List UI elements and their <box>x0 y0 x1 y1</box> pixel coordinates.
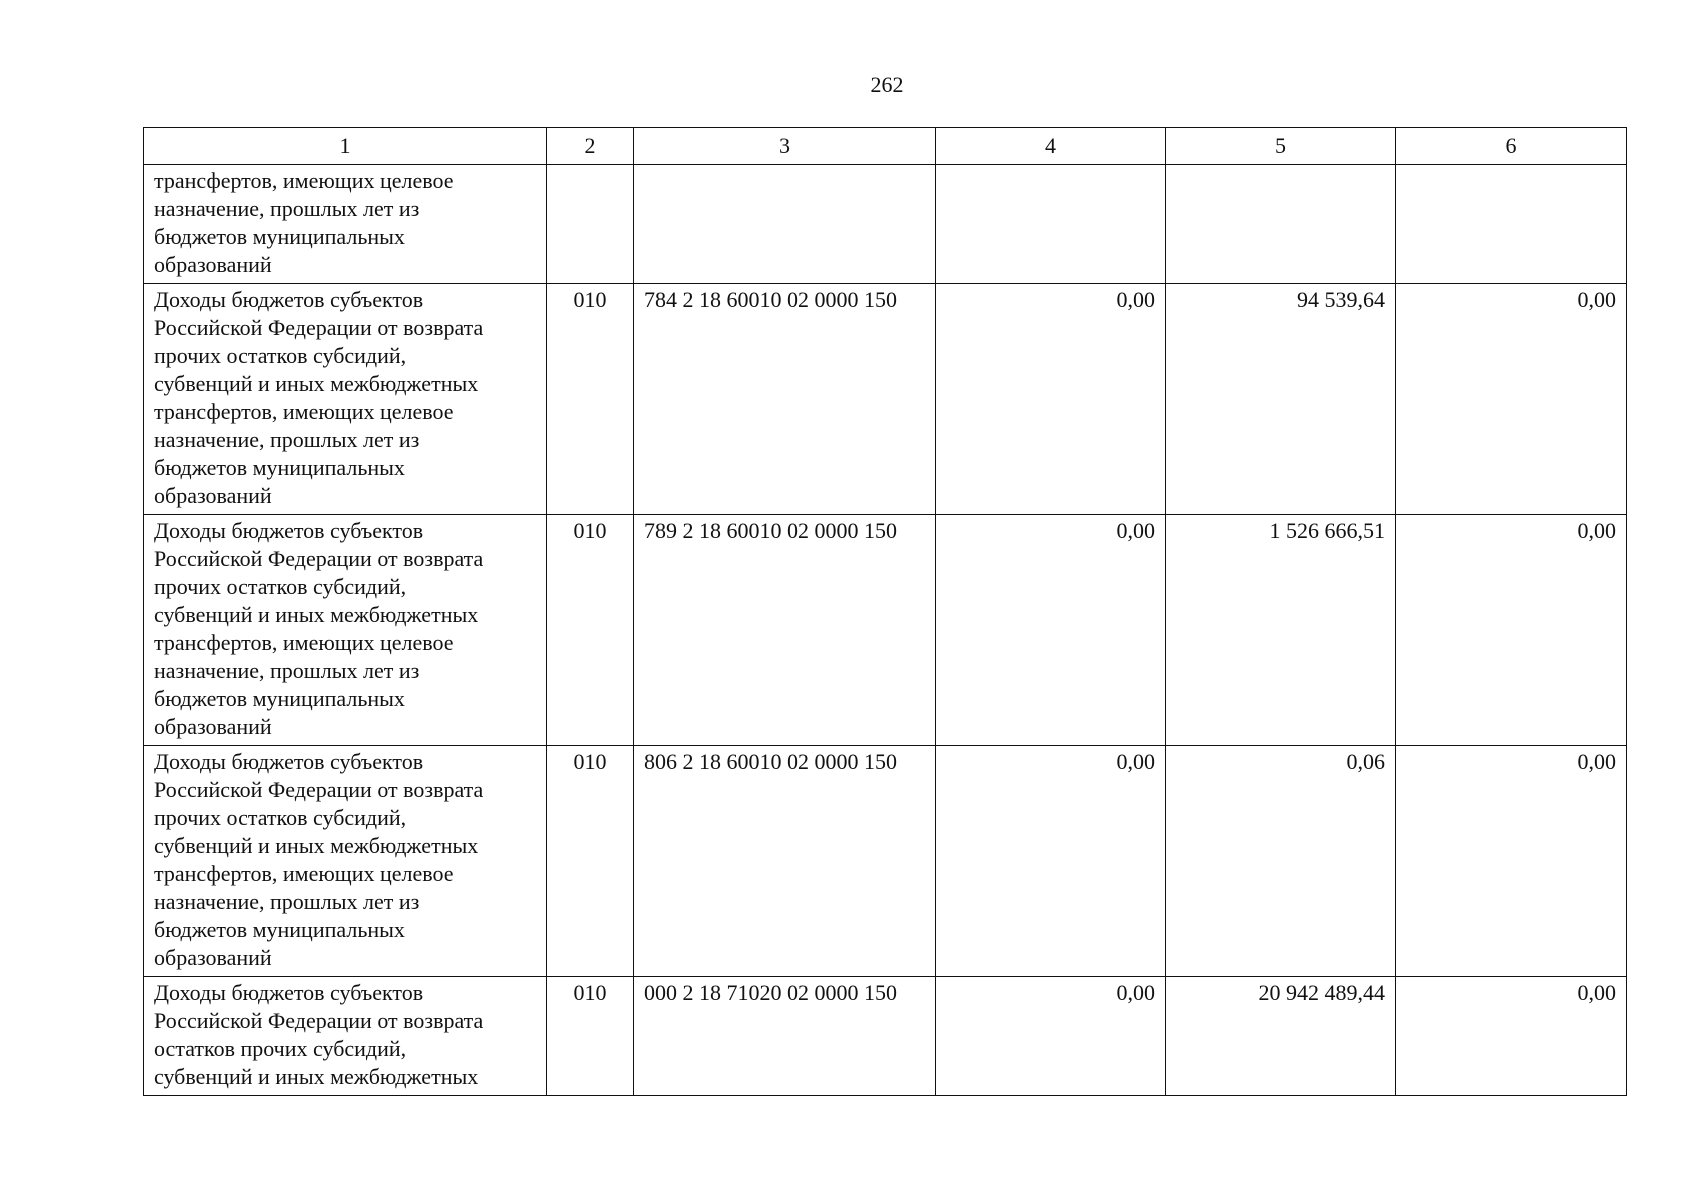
revenue-name-line: Российской Федерации от возврата <box>154 777 484 802</box>
column-header-5: 5 <box>1166 128 1396 165</box>
table-row <box>144 746 1627 977</box>
revenue-name-line: назначение, прошлых лет из <box>154 427 420 452</box>
revenue-name-cell <box>144 515 547 746</box>
amount-col5-cell <box>1166 165 1396 284</box>
revenue-name-cell <box>144 746 547 977</box>
revenue-name-line: субвенций и иных межбюджетных <box>154 602 479 627</box>
line-code-cell <box>547 165 634 284</box>
revenue-name-cell <box>144 977 547 1096</box>
revenue-name-line: образований <box>154 714 272 739</box>
revenue-name-line: назначение, прошлых лет из <box>154 658 420 683</box>
revenue-name-line: образований <box>154 483 272 508</box>
amount-col6-cell: 0,00 <box>1396 746 1627 977</box>
revenue-name-line: Доходы бюджетов субъектов <box>154 980 424 1005</box>
revenue-name-cell <box>144 284 547 515</box>
table-row <box>144 284 1627 515</box>
table-row <box>144 977 1627 1096</box>
revenue-name-line: образований <box>154 945 272 970</box>
revenue-name-line: трансфертов, имеющих целевое <box>154 861 454 886</box>
amount-col6-cell <box>1396 165 1627 284</box>
revenue-name-line: бюджетов муниципальных <box>154 686 405 711</box>
revenue-name-line: прочих остатков субсидий, <box>154 343 407 368</box>
line-code-cell: 010 <box>547 515 634 746</box>
amount-col4-cell: 0,00 <box>936 515 1166 746</box>
revenue-name-line: назначение, прошлых лет из <box>154 889 420 914</box>
revenue-name-line: трансфертов, имеющих целевое <box>154 630 454 655</box>
line-code-cell: 010 <box>547 977 634 1096</box>
budget-classification-code-cell: 000 2 18 71020 02 0000 150 <box>634 977 936 1096</box>
revenue-name-line: субвенций и иных межбюджетных <box>154 833 479 858</box>
revenue-name-line: субвенций и иных межбюджетных <box>154 371 479 396</box>
column-header-1: 1 <box>144 128 547 165</box>
budget-classification-code-cell: 806 2 18 60010 02 0000 150 <box>634 746 936 977</box>
amount-col6-cell: 0,00 <box>1396 977 1627 1096</box>
amount-col5-cell: 0,06 <box>1166 746 1396 977</box>
revenue-name-line: субвенций и иных межбюджетных <box>154 1064 479 1089</box>
page-number: 262 <box>870 72 904 97</box>
amount-col4-cell: 0,00 <box>936 977 1166 1096</box>
line-code-cell: 010 <box>547 284 634 515</box>
amount-col4-cell: 0,00 <box>936 284 1166 515</box>
line-code-cell: 010 <box>547 746 634 977</box>
amount-col5-cell: 1 526 666,51 <box>1166 515 1396 746</box>
column-header-2: 2 <box>547 128 634 165</box>
budget-revenue-table <box>143 127 1627 1096</box>
column-header-3: 3 <box>634 128 936 165</box>
revenue-name-line: Доходы бюджетов субъектов <box>154 518 424 543</box>
budget-classification-code-cell: 789 2 18 60010 02 0000 150 <box>634 515 936 746</box>
revenue-name-cell <box>144 165 547 284</box>
revenue-name-line: прочих остатков субсидий, <box>154 805 407 830</box>
revenue-name-line: трансфертов, имеющих целевое <box>154 168 454 193</box>
revenue-name-line: бюджетов муниципальных <box>154 224 405 249</box>
table-header-row <box>144 128 1627 165</box>
amount-col5-cell: 94 539,64 <box>1166 284 1396 515</box>
amount-col6-cell: 0,00 <box>1396 515 1627 746</box>
amount-col6-cell: 0,00 <box>1396 284 1627 515</box>
budget-classification-code-cell <box>634 165 936 284</box>
revenue-name-line: Российской Федерации от возврата <box>154 315 484 340</box>
revenue-name-line: образований <box>154 252 272 277</box>
revenue-name-line: трансфертов, имеющих целевое <box>154 399 454 424</box>
table-row <box>144 515 1627 746</box>
revenue-name-line: Российской Федерации от возврата <box>154 546 484 571</box>
revenue-name-line: остатков прочих субсидий, <box>154 1036 407 1061</box>
revenue-name-line: прочих остатков субсидий, <box>154 574 407 599</box>
revenue-name-line: Доходы бюджетов субъектов <box>154 749 424 774</box>
revenue-name-line: Доходы бюджетов субъектов <box>154 287 424 312</box>
revenue-name-line: бюджетов муниципальных <box>154 917 405 942</box>
revenue-name-line: Российской Федерации от возврата <box>154 1008 484 1033</box>
budget-classification-code-cell: 784 2 18 60010 02 0000 150 <box>634 284 936 515</box>
revenue-name-line: назначение, прошлых лет из <box>154 196 420 221</box>
column-header-4: 4 <box>936 128 1166 165</box>
revenue-name-line: бюджетов муниципальных <box>154 455 405 480</box>
amount-col4-cell: 0,00 <box>936 746 1166 977</box>
amount-col5-cell: 20 942 489,44 <box>1166 977 1396 1096</box>
table-row <box>144 165 1627 284</box>
amount-col4-cell <box>936 165 1166 284</box>
column-header-6: 6 <box>1396 128 1627 165</box>
